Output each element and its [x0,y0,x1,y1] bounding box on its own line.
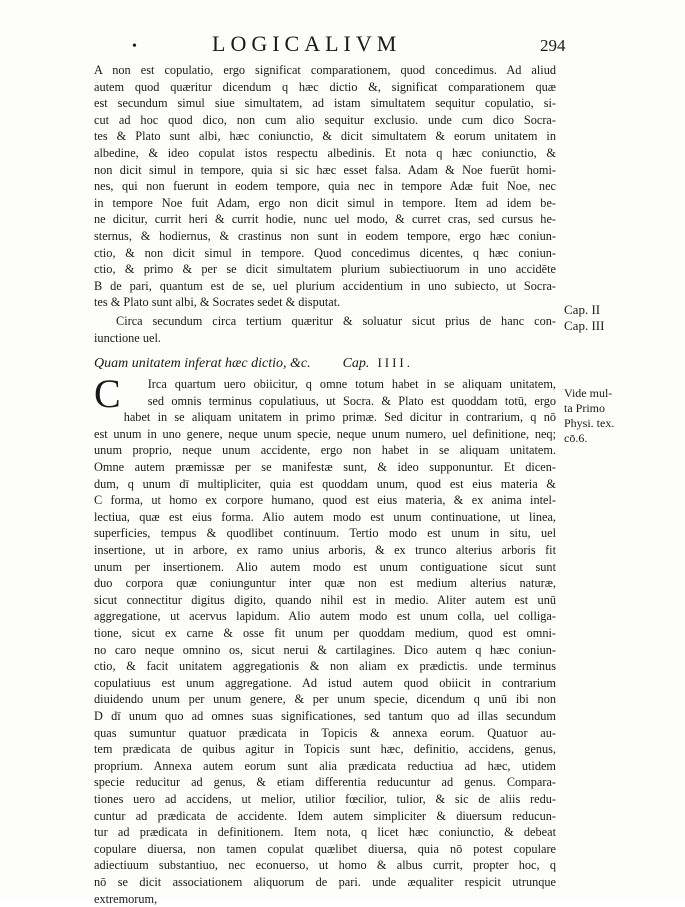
text-line: Omne autem præmissæ per se manifestæ sunt, & ideo supponuntur. Et dicen- [94,459,556,476]
text-line: D dī unum quo ad omnes suas significationes, sed tantum quo ad illas secundum [94,708,556,725]
marginal-note-cap-ii: Cap. II [564,302,600,317]
text-line: copulare diuersa, non tamen copulat quælibet diuersa, quia nō potest copulare [94,841,556,858]
marginal-note-vide-1: Vide mul- [564,386,612,401]
text-line: no caro neque omnino os, sicut nerui & cartilagines. Dico autem q hæc coniun- [94,642,556,659]
text-line: autem quod quæritur dicendum q hæc dictio &, significat comparationem quæ [94,79,556,96]
marginal-note-vide-2: ta Primo [564,401,605,416]
text-line: copulatiuus est unum aggregatione. Ad istud autem quod obiicit in contrarium [94,675,556,692]
text-line: diuidendo unum per unum genere, & per unum specie, dicendum q unū ibi non [94,691,556,708]
ornament-dot: • [132,40,137,54]
text-line: unum per insertionem. Alio autem modo est unum contiguatione sicut sunt [94,559,556,576]
chapter-cap-label: Cap. [343,356,370,371]
text-line: tes & Plato sunt albi, hæc coniunctio, & dicit simultatem & eorum unitatem in [94,128,556,145]
text-line: ne dicitur, currit heri & currit hodie, nunc uel modo, & curret cras, sed cursus he- [94,211,556,228]
text-line: cuntur ad prædicata de accidente. Idem autem simpliciter & diuersum reducun- [94,808,556,825]
text-line: unum proprio, neque unum accidente, ergo non habet in se aliquam unitatem. [94,442,556,459]
running-head: LOGICALIVM [212,32,401,56]
text-line: lectiua, quæ est eius forma. Alio autem modo est unum continuatione, ut linea, [94,509,556,526]
text-line: duo corpora quæ coniunguntur inter quæ non est medium alterius naturæ, [94,575,556,592]
text-line: Irca quartum uero obiicitur, q omne totum habet in se aliquam unitatem, [124,376,556,393]
text-line: tiones uero ad accidens, ut melior, utilior fœcilior, tulior, & sic de aliis redu- [94,791,556,808]
text-line: tione, sicut ex carne & osse fit unum per quoddam medium, quod est omni- [94,625,556,642]
text-line: B de pari, quantum est de se, uel plurium accidentium in uno subiecto, ut Socra- [94,278,556,295]
text-line: insertione, ut in arbore, ex ramo unius arboris, & ex trunco alterius arboris fit [94,542,556,559]
text-line: est secundum simul siue simultatem, ad istam simultatem sequitur copulatio, si- [94,95,556,112]
text-line: specie reducitur ad genus, & etiam differentia reducuntur ad genus. Compara- [94,774,556,791]
marginal-note-cap-iii: Cap. III [564,318,604,333]
text-line: non dicit simul in tempore, quia si sic hæc esset falsa. Adam & Noe fuerūt homi- [94,162,556,179]
text-line: iunctione uel. [94,330,556,347]
text-line: cut ad hoc quod dico, non cum alio sequitur exclusio. unde cum dico Socra- [94,112,556,129]
text-line: ctio, & non dicit simul in tempore. Quod concedimus dicentes, q hæc coniun- [94,245,556,262]
chapter-heading [94,352,556,374]
text-line: adiectiuum substantiuo, nec econuerso, ut homo & albus currit, propter hoc, q [94,857,556,874]
page-number: 294 [540,36,566,56]
text-line: aggregatione, ut acervus lapidum. Alio autem modo est unum colla, uel colliga- [94,608,556,625]
text-line: superficies, tempus & quodlibet continuum. Tertio modo est unum in situ, uel [94,525,556,542]
text-block [94,62,556,907]
text-line: albedine, & ideo copulat istos respectu albedinis. Et nota q hæc coniunctio, & [94,145,556,162]
text-line: nes, qui non fuerunt in eodem tempore, quia nec in tempore Adæ fuit Noe, nec [94,178,556,195]
text-line: nō se dicit associationem aliquorum de pari. unde æqualiter respicit utrunque [94,874,556,891]
text-line: habet in se aliquam unitatem in primo primæ. Sed dicitur in contrarium, q nō [124,409,556,426]
marginal-note-vide-3: Physi. tex. [564,416,614,431]
text-line: C forma, ut homo ex corpore humano, quod est eius materia, & ex anima intel- [94,492,556,509]
text-line: quas sumuntur quatuor prædicata in Topicis & annexa eorum. Quatuor au- [94,725,556,742]
chapter-number: IIII. [377,355,413,370]
text-line: ctio, & facit unitatem aggregationis & non aliam ex prædictis. unde terminus [94,658,556,675]
text-line: in tempore Noe fuit Adam, ergo non dicit simul in tempore. Item ad idem be- [94,195,556,212]
text-line: tem prædicata de quibus agitur in Topicis sunt hæc, definitio, accidens, genus, [94,741,556,758]
paragraph-1 [94,62,556,311]
text-line: proprium. Annexa autem eorum sunt alia prædicata reductiua ad hæc, utidem [94,758,556,775]
text-line: sicut connectitur digitus digito, quando nihil est in medio. Aliter autem est unū [94,592,556,609]
text-line: Circa secundum circa tertium quæritur & soluatur sicut prius de hanc con- [94,313,556,330]
marginal-note-vide-4: cō.6. [564,431,587,446]
paragraph-2 [94,313,556,346]
text-line: tes & Plato sunt albi, & Socrates sedet & disputat. [94,294,556,311]
text-line: est unum in uno genere, neque unum specie, neque unum numero, uel definitione, neq; [94,426,556,443]
text-line: sed omnis terminus copulatiuus, ut Socra. & Plato est quoddam totū, ergo [124,393,556,410]
text-line: tur ad prædicata in definitionem. Item nota, q licet hæc coniunctio, & debeat [94,824,556,841]
text-line: A non est copulatio, ergo significat comparationem, quod concedimus. Ad aliud [94,62,556,79]
chapter-title: Quam unitatem inferat hæc dictio, &c. [94,356,311,371]
text-line: extremorum, [94,891,556,907]
drop-cap: C [94,377,121,411]
paragraph-3 [94,376,556,907]
text-line: ctio, & primo & per se dicit simultatem plurium subiectiuorum in uno accidēte [94,261,556,278]
text-line: sternus, & hodiernus, & crastinus non sunt in eodem tempore, ergo hæc coniun- [94,228,556,245]
text-line: dum, q unum dī multipliciter, quia est quoddam unum, quod est eius materia & [94,476,556,493]
